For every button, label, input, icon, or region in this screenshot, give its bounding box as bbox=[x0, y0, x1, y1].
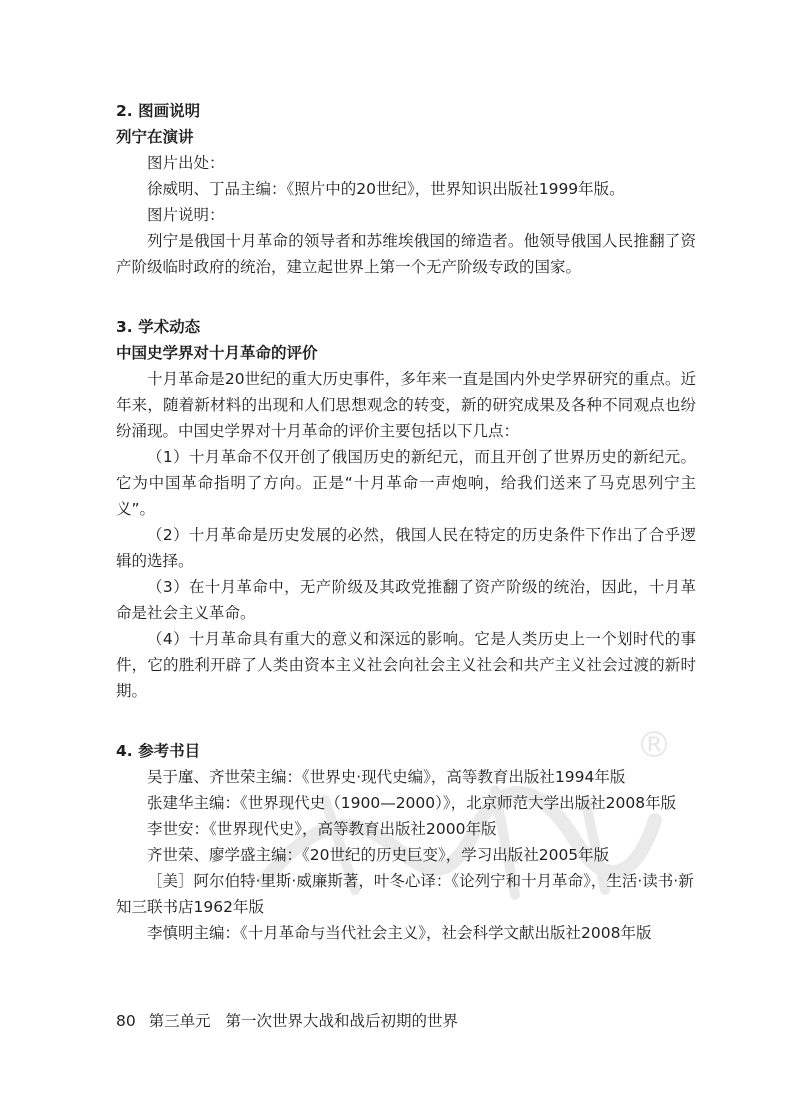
evaluation-point: （3）在十月革命中，无产阶级及其政党推翻了资产阶级的统治，因此，十月革命是社会主义革命。 bbox=[116, 578, 696, 622]
registered-mark: ® bbox=[636, 725, 672, 766]
section-title: 列宁在演讲 bbox=[116, 128, 194, 146]
reference-item: 张建华主编：《世界现代史（1900—2000）》，北京师范大学出版社2008年版 bbox=[147, 794, 677, 812]
description-label: 图片说明： bbox=[147, 206, 225, 224]
reference-item: ［美］阿尔伯特·里斯·威廉斯著，叶冬心译：《论列宁和十月革命》，生活·读书·新知三联书店1962年版 bbox=[116, 872, 694, 916]
section-heading: 3. 学术动态 bbox=[116, 318, 201, 336]
evaluation-point: （4）十月革命具有重大的意义和深远的影响。它是人类历史上一个划时代的事件，它的胜利开辟了人类由资本主义社会向社会主义社会和共产主义社会过渡的新时期。 bbox=[116, 630, 696, 700]
section-picture-description bbox=[116, 98, 696, 280]
reference-item: 吴于廑、齐世荣主编：《世界史·现代史编》，高等教育出版社1994年版 bbox=[147, 768, 626, 786]
intro-paragraph: 十月革命是20世纪的重大历史事件，多年来一直是国内外史学界研究的重点。近年来，随着新材料的出现和人们思想观念的转变，新的研究成果及各种不同观点也纷纷涌现。中国史学界对十月革命的评价主要包括以下几点： bbox=[116, 370, 696, 440]
source-text: 徐威明、丁品主编：《照片中的20世纪》，世界知识出版社1999年版。 bbox=[147, 180, 625, 198]
description-text: 列宁是俄国十月革命的领导者和苏维埃俄国的缔造者。他领导俄国人民推翻了资产阶级临时政府的统治，建立起世界上第一个无产阶级专政的国家。 bbox=[116, 232, 696, 276]
page-number: 80 bbox=[116, 1012, 136, 1030]
unit-title: 第一次世界大战和战后初期的世界 bbox=[225, 1012, 458, 1030]
evaluation-point: （1）十月革命不仅开创了俄国历史的新纪元，而且开创了世界历史的新纪元。它为中国革命指明了方向。正是“十月革命一声炮响，给我们送来了马克思列宁主义”。 bbox=[116, 448, 696, 518]
page-footer bbox=[116, 1010, 458, 1032]
section-academic-trends bbox=[116, 314, 696, 704]
section-heading: 2. 图画说明 bbox=[116, 102, 201, 120]
reference-item: 李世安：《世界现代史》，高等教育出版社2000年版 bbox=[147, 820, 497, 838]
unit-label: 第三单元 bbox=[148, 1012, 211, 1030]
section-title: 中国史学界对十月革命的评价 bbox=[116, 344, 318, 362]
evaluation-point: （2）十月革命是历史发展的必然，俄国人民在特定的历史条件下作出了合乎逻辑的选择。 bbox=[116, 526, 696, 570]
reference-item: 齐世荣、廖学盛主编：《20世纪的历史巨变》，学习出版社2005年版 bbox=[147, 846, 610, 864]
main-content bbox=[116, 98, 696, 946]
section-heading: 4. 参考书目 bbox=[116, 742, 201, 760]
reference-item: 李慎明主编：《十月革命与当代社会主义》，社会科学文献出版社2008年版 bbox=[147, 924, 652, 942]
section-references bbox=[116, 738, 696, 946]
source-label: 图片出处： bbox=[147, 154, 225, 172]
